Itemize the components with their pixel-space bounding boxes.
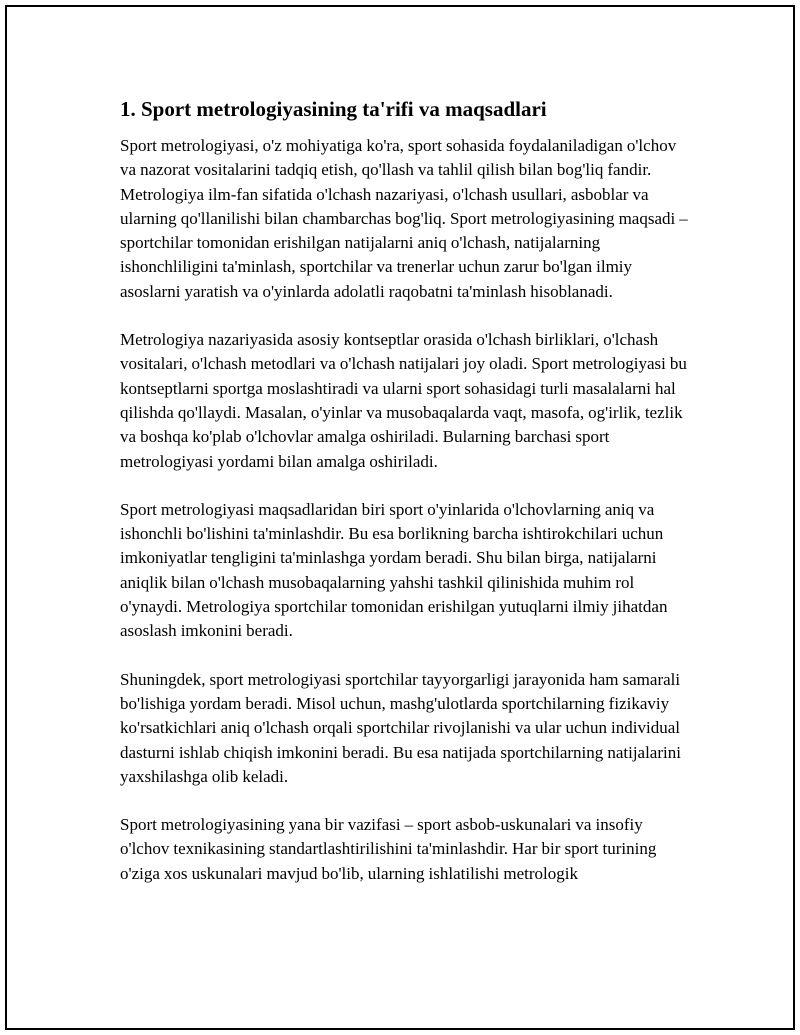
paragraph-4: Shuningdek, sport metrologiyasi sportchilar tayyorgarligi jarayonida ham samarali bo'lishiga yordam beradi. Misol uchun, mashg'ulotlarda sportchilarning fizikaviy ko'rsatkichlari aniq o'lchash orqali sportchilar rivojlanishi va ular uchun individual dasturni ishlab chiqish imkonini beradi. Bu esa natijada sportchilarning natijalarini yaxshilashga olib keladi.: [120, 669, 681, 786]
page-frame: [5, 5, 795, 1030]
document-content: [120, 95, 690, 910]
section-heading: 1. Sport metrologiyasining ta'rifi va maqsadlari: [120, 97, 547, 121]
paragraph-1: Sport metrologiyasi, o'z mohiyatiga ko'ra, sport sohasida foydalaniladigan o'lchov va nazorat vositalarini tadqiq etish, qo'llash va tahlil qilish bilan bog'liq fandir. Metrologiya ilm-fan sifatida o'lchash nazariyasi, o'lchash usullari, asboblar va ularning qo'llanilishi bilan chambarchas bog'liq. Sport metrologiyasining maqsadi – sportchilar tomonidan erishilgan natijalarni aniq o'lchash, natijalarning ishonchliligini ta'minlash, sportchilar va trenerlar uchun zarur bo'lgan ilmiy asoslarni yaratish va o'yinlarda adolatli raqobatni ta'minlash hisoblanadi.: [120, 136, 688, 301]
paragraph-3: Sport metrologiyasi maqsadlaridan biri sport o'yinlarida o'lchovlarning aniq va ishonchli bo'lishini ta'minlashdir. Bu esa borlikning barcha ishtirokchilari uchun imkoniyatlar tengligini ta'minlashga yordam beradi. Shu bilan birga, natijalarni aniqlik bilan o'lchash musobaqalarning yahshi tashkil qilinishida muhim rol o'ynaydi. Metrologiya sportchilar tomonidan erishilgan yutuqlarni ilmiy jihatdan asoslash imkonini beradi.: [120, 499, 668, 641]
paragraph-2: Metrologiya nazariyasida asosiy kontseptlar orasida o'lchash birliklari, o'lchash vositalari, o'lchash metodlari va o'lchash natijalari joy oladi. Sport metrologiyasi bu kontseptlarni sportga moslashtiradi va ularni sport sohasidagi turli masalalarni hal qilishda qo'llaydi. Masalan, o'yinlar va musobaqalarda vaqt, masofa, og'irlik, tezlik va boshqa ko'plab o'lchovlar amalga oshiriladi. Bularning barchasi sport metrologiyasi yordami bilan amalga oshiriladi.: [120, 330, 687, 471]
paragraph-5: Sport metrologiyasining yana bir vazifasi – sport asbob-uskunalari va insofiy o'lchov texnikasining standartlashtirilishini ta'minlashdir. Har bir sport turining o'ziga xos uskunalari mavjud bo'lib, ularning ishlatilishi metrologik: [120, 815, 657, 883]
